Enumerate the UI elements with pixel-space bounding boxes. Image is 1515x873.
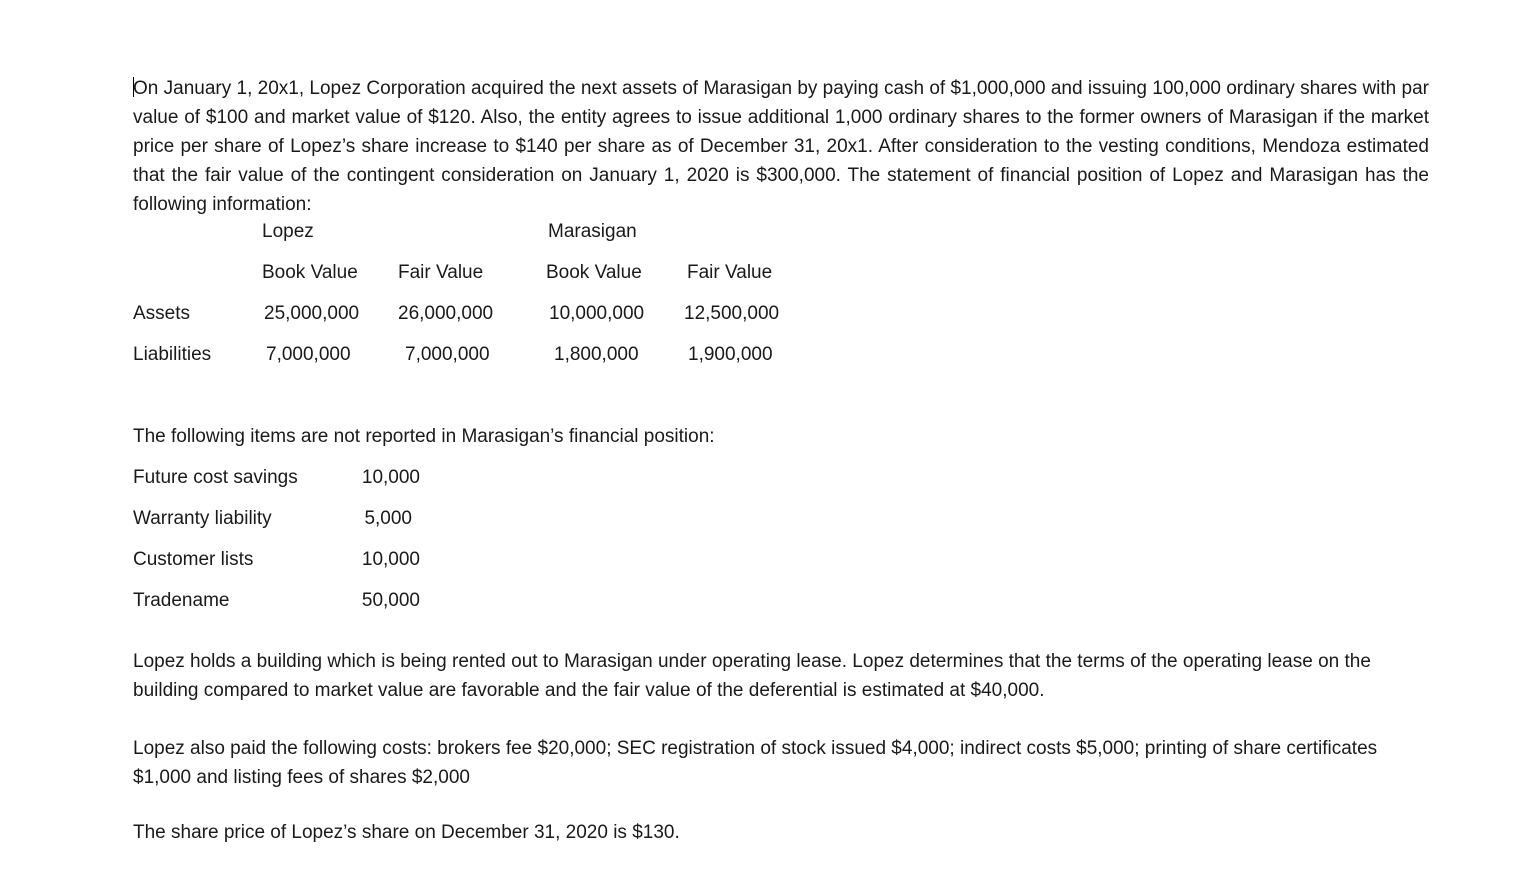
col-header-lopez-book: Book Value xyxy=(262,262,358,283)
company-marasigan-header: Marasigan xyxy=(548,221,637,242)
share-price-statement: The share price of Lopez’s share on December 31, 2020 is $130. xyxy=(133,822,680,843)
row-label-liabilities: Liabilities xyxy=(133,344,212,365)
item-value-tradename: 50,000 xyxy=(361,590,420,611)
liabilities-lopez-book: 7,000,000 xyxy=(266,344,351,365)
liabilities-marasigan-book: 1,800,000 xyxy=(554,344,639,365)
lease-paragraph: Lopez holds a building which is being rented out to Marasigan under operating lease. Lopez determines that the terms of the operating lease on the building compared to market value are favorable and the fair value of the deferential is estimated at $40,000. xyxy=(133,651,1371,701)
item-label-future-cost-savings: Future cost savings xyxy=(133,467,298,488)
assets-lopez-fair: 26,000,000 xyxy=(398,303,494,324)
item-label-tradename: Tradename xyxy=(133,590,230,611)
col-header-marasigan-book: Book Value xyxy=(546,262,642,283)
costs-paragraph: Lopez also paid the following costs: brokers fee $20,000; SEC registration of stock issued $4,000; indirect costs $5,000; printing of share certificates $1,000 and listing fees of shares $2,000 xyxy=(133,738,1378,788)
assets-lopez-book: 25,000,000 xyxy=(264,303,360,324)
liabilities-marasigan-fair: 1,900,000 xyxy=(688,344,773,365)
row-label-assets: Assets xyxy=(133,303,191,324)
items-intro: The following items are not reported in Marasigan’s financial position: xyxy=(133,426,715,447)
col-header-marasigan-fair: Fair Value xyxy=(687,262,773,283)
item-value-customer-lists: 10,000 xyxy=(361,549,420,570)
intro-text: On January 1, 20x1, Lopez Corporation acquired the next assets of Marasigan by paying cash of $1,000,000 and issuing 100,000 ordinary shares with par value of $100 and market value of $120. Also, the entity agrees to issue additional 1,000 ordinary shares to the former owners of Marasigan if the market price per share of Lopez’s share increase to $140 per share as of December 31, 20x1. After consideration to the vesting conditions, Mendoza estimated that the fair value of the contingent consideration on January 1, 2020 is $300,000. The statement of financial position of Lopez and Marasigan has the following information: xyxy=(133,78,1429,215)
assets-marasigan-fair: 12,500,000 xyxy=(684,303,780,324)
col-header-lopez-fair: Fair Value xyxy=(398,262,484,283)
item-value-warranty-liability: 5,000 xyxy=(364,508,412,529)
item-label-warranty-liability: Warranty liability xyxy=(133,508,272,529)
liabilities-lopez-fair: 7,000,000 xyxy=(405,344,490,365)
assets-marasigan-book: 10,000,000 xyxy=(549,303,645,324)
item-value-future-cost-savings: 10,000 xyxy=(361,467,420,488)
item-label-customer-lists: Customer lists xyxy=(133,549,254,570)
company-lopez-header: Lopez xyxy=(262,221,314,242)
intro-paragraph[interactable] xyxy=(133,74,1429,219)
